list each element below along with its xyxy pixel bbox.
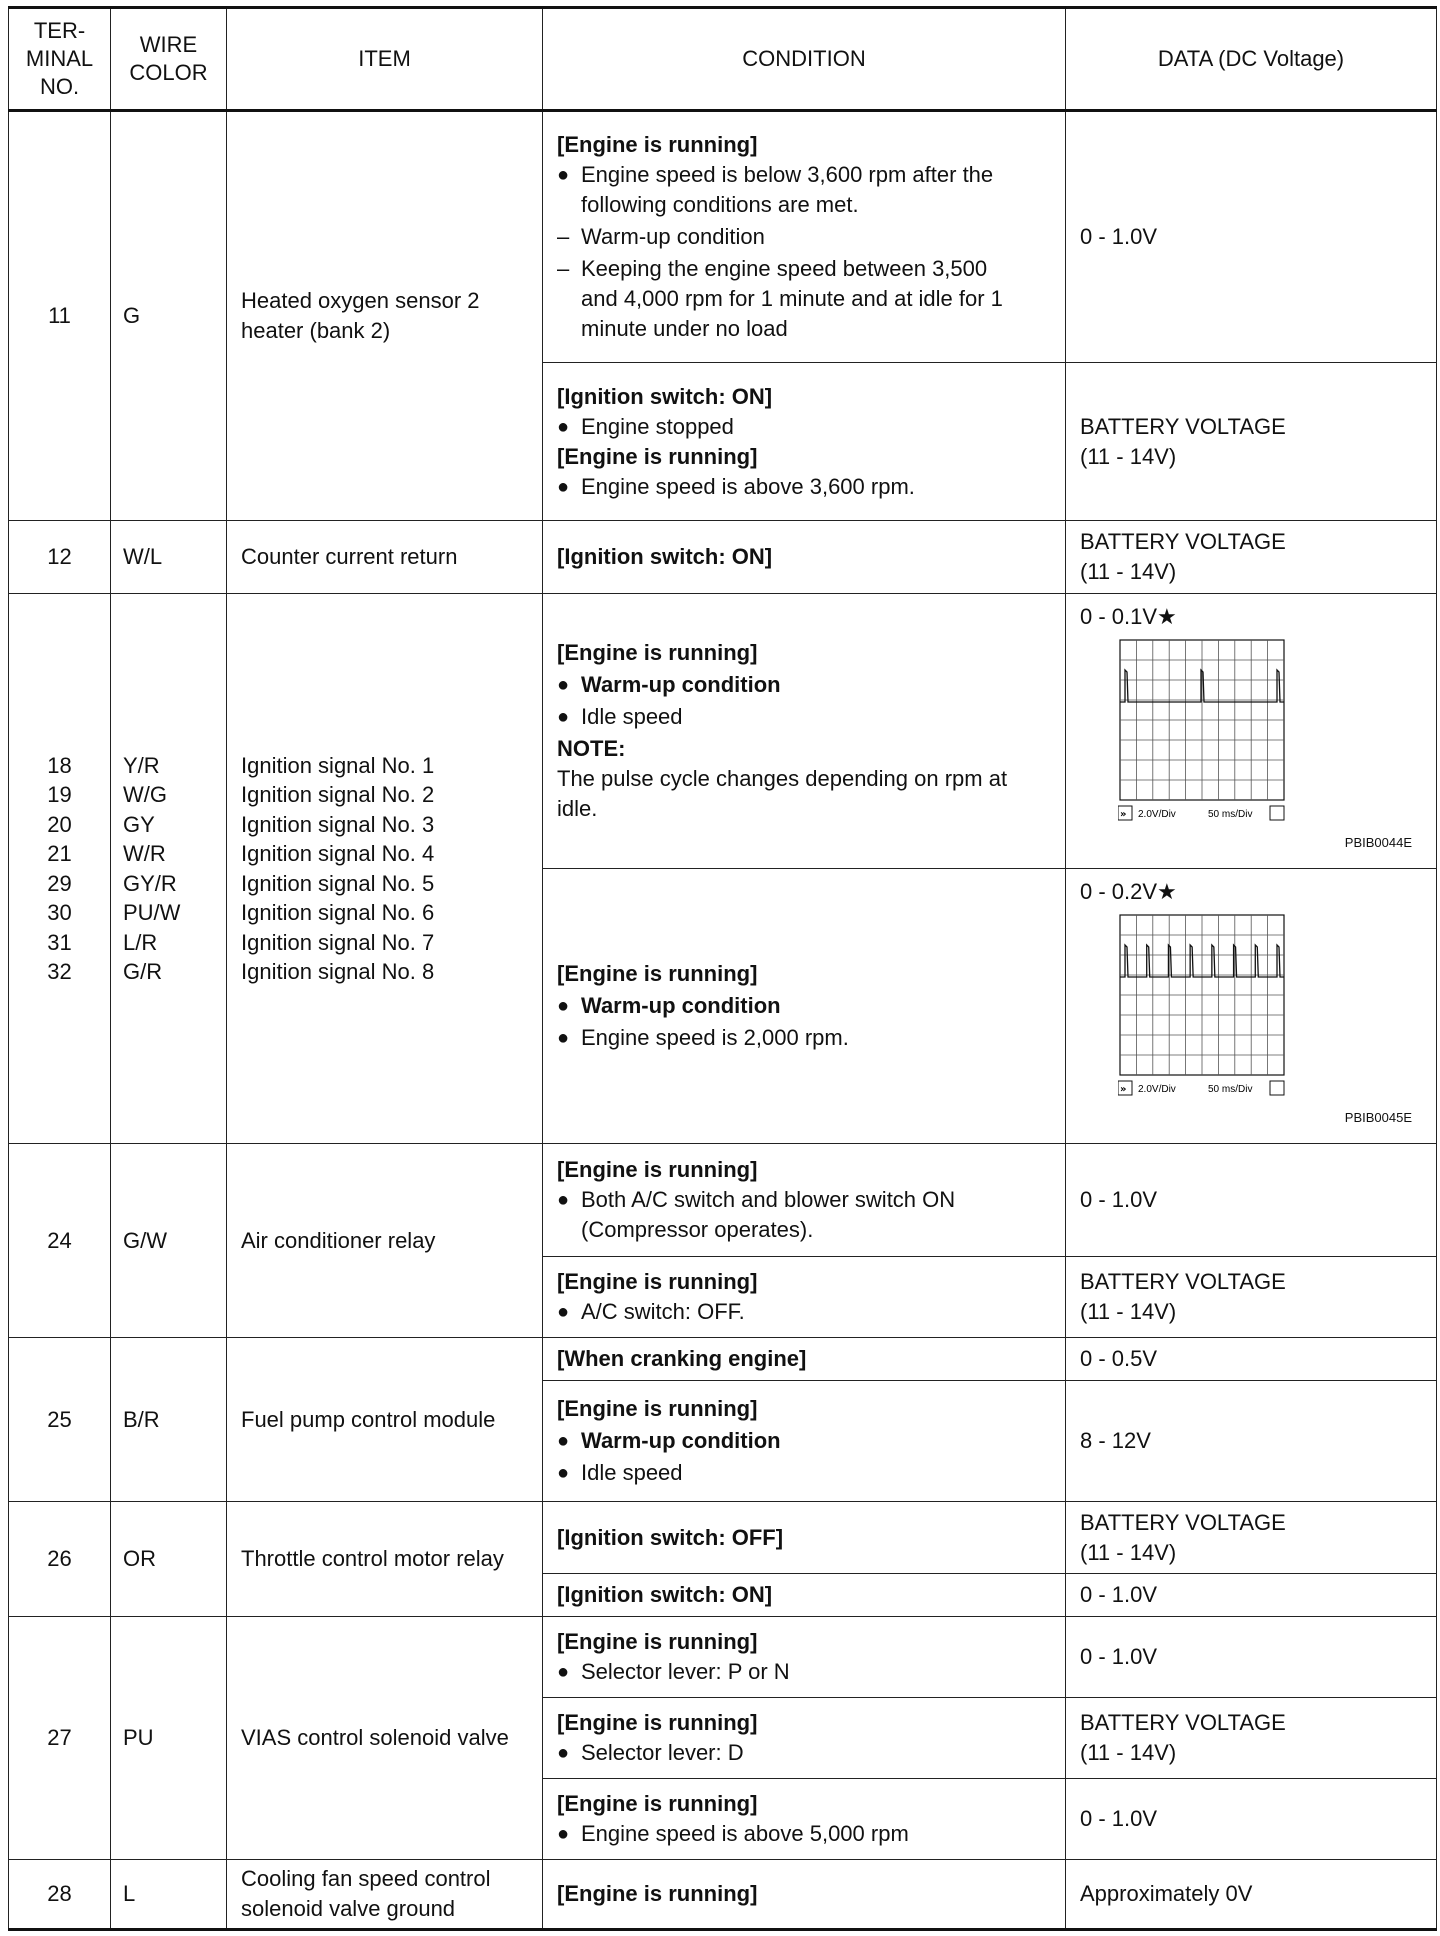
table-row [9,1617,1437,1698]
data-cell: 8 - 12V [1066,1381,1437,1502]
item-cell [227,594,543,1144]
dash-icon: – [557,224,570,249]
condition-cell: [Ignition switch: ON] [543,521,1066,594]
data-value: 0 - 0.2V [1080,879,1158,904]
bullet-icon: ● [557,1823,570,1845]
wire-color-cell: OR [111,1502,227,1617]
bullet-icon: ● [557,475,570,498]
condition-bullet [557,160,1051,220]
item-line: solenoid valve ground [241,1896,456,1921]
data-line: BATTERY VOLTAGE [1080,1509,1286,1535]
condition-bullet [557,1023,1051,1053]
item-line: heater (bank 2) [241,318,391,343]
bullet-icon: ● [557,1661,570,1683]
data-line: BATTERY VOLTAGE [1080,1710,1286,1735]
condition-header: [Engine is running] [557,1791,758,1816]
condition-header: [Engine is running] [557,1629,758,1654]
star-icon: ★ [1157,879,1177,904]
condition-text: and 4,000 rpm for 1 minute and at idle for 1 [581,286,1003,311]
condition-text: A/C switch: OFF. [581,1299,745,1324]
data-cell: 0 - 1.0V [1066,1617,1437,1698]
data-cell: 0 - 1.0V [1066,111,1437,363]
header-wire-line: COLOR [129,60,208,85]
condition-cell [543,363,1066,521]
header-terminal-line: NO. [39,74,80,99]
item-line: Ignition signal No. 2 [241,782,435,807]
header-terminal-line: TER- [33,18,86,43]
item-line: Ignition signal No. 4 [241,841,435,866]
condition-text: Warm-up condition [581,993,781,1018]
item-line: Ignition signal No. 7 [241,929,435,955]
terminal-cell: 26 [9,1502,111,1617]
data-line: (11 - 14V) [1080,443,1177,469]
waveform-value [1080,602,1422,632]
oscilloscope-waveform-idle [1118,638,1286,822]
dash-icon: – [557,256,570,281]
data-line: (11 - 14V) [1080,559,1177,584]
item-line: Ignition signal No. 8 [241,959,435,984]
condition-bullet [557,1426,1051,1456]
condition-cell: [When cranking engine] [543,1338,1066,1381]
wire-color: PU/W [123,900,181,925]
wire-color-cell: L [111,1860,227,1930]
wire-color-cell: G/W [111,1144,227,1338]
condition-bullet [557,1738,1051,1768]
terminal-cell [9,594,111,1144]
wire-color-cell [111,594,227,1144]
condition-header: [Engine is running] [557,132,758,157]
oscilloscope-scale-bar [1118,1081,1284,1095]
data-line: (11 - 14V) [1080,1740,1177,1765]
item-cell: Air conditioner relay [227,1144,543,1338]
condition-bullet [557,702,1051,732]
item-line: Ignition signal No. 1 [241,752,435,778]
wire-color-cell: W/L [111,521,227,594]
condition-bullet [557,1185,1051,1245]
figure-code: PBIB0044E [1344,835,1412,850]
condition-cell: [Engine is running] [543,1860,1066,1930]
terminal-number: 21 [47,841,72,866]
condition-text: Engine speed is above 3,600 rpm. [581,473,915,499]
table-row [9,1860,1437,1930]
wire-color-cell: PU [111,1617,227,1860]
data-line: (11 - 14V) [1080,1539,1177,1565]
condition-dash-item [557,222,1051,252]
data-cell: 0 - 1.0V [1066,1779,1437,1860]
wire-color: W/G [123,782,167,807]
condition-text: Both A/C switch and blower switch ON [581,1187,956,1212]
item-cell: Throttle control motor relay [227,1502,543,1617]
condition-header: [Engine is running] [557,1269,758,1294]
condition-header: [Engine is running] [557,961,758,986]
data-line: BATTERY VOLTAGE [1080,529,1286,554]
condition-text: Engine stopped [581,413,734,439]
condition-header: [Ignition switch: ON] [557,383,773,409]
terminal-number: 32 [47,959,72,984]
condition-cell [543,594,1066,869]
oscilloscope-waveform-2000rpm [1118,913,1286,1097]
condition-cell [543,1144,1066,1257]
bullet-icon: ● [557,1462,570,1484]
terminal-number: 18 [47,752,72,778]
condition-cell [543,1381,1066,1502]
table-row [9,594,1437,869]
condition-text: Warm-up condition [581,224,765,249]
header-wire-line: WIRE [139,32,198,57]
item-line: Ignition signal No. 6 [241,900,435,925]
bullet-icon: ● [557,674,570,696]
condition-text: Warm-up condition [581,672,781,697]
condition-cell [543,111,1066,363]
condition-header: [Engine is running] [557,443,758,469]
data-cell: 0 - 1.0V [1066,1574,1437,1617]
condition-cell: [Ignition switch: ON] [543,1574,1066,1617]
condition-dash-item [557,254,1051,344]
condition-bullet [557,670,1051,700]
bullet-icon: ● [557,995,570,1017]
wire-color: GY [123,811,155,837]
table-row [9,521,1437,594]
condition-text: Idle speed [581,1460,683,1485]
condition-text: Idle speed [581,704,683,729]
wire-color: L/R [123,929,158,955]
terminal-cell: 12 [9,521,111,594]
condition-bullet [557,1297,1051,1327]
header-terminal [9,8,111,111]
header-item: ITEM [227,8,543,111]
data-cell [1066,594,1437,869]
condition-cell [543,1779,1066,1860]
condition-header: [Engine is running] [557,1710,758,1735]
bullet-icon: ● [557,164,570,186]
wire-color-cell: G [111,111,227,521]
oscilloscope-grid [1120,640,1284,800]
fast-forward-icon: » [1120,809,1127,820]
data-cell [1066,1698,1437,1779]
table-row [9,1338,1437,1381]
data-cell: 0 - 1.0V [1066,1144,1437,1257]
wire-color: W/R [123,841,166,866]
item-line: Ignition signal No. 3 [241,811,435,837]
terminal-cell: 24 [9,1144,111,1338]
data-line: (11 - 14V) [1080,1299,1177,1324]
condition-text: Warm-up condition [581,1428,781,1453]
wire-color: Y/R [123,752,160,778]
condition-bullet [557,1819,1051,1849]
condition-bullet [557,412,1051,442]
terminal-cell: 27 [9,1617,111,1860]
fast-forward-icon: » [1120,1084,1127,1095]
item-line: Heated oxygen sensor 2 [241,288,480,313]
item-cell [227,1860,543,1930]
oscilloscope-scale-bar [1118,806,1284,820]
note-label: NOTE: [557,736,626,761]
scale-end-box [1270,1081,1284,1095]
header-terminal-line: MINAL [25,46,94,71]
wire-color-cell: B/R [111,1338,227,1502]
table-row [9,1502,1437,1574]
data-cell [1066,1502,1437,1574]
scale-time: 50 ms/Div [1208,809,1253,820]
data-cell [1066,521,1437,594]
terminal-number: 19 [47,782,72,807]
terminal-number: 31 [47,929,72,955]
condition-text: minute under no load [581,316,788,341]
condition-text: Selector lever: P or N [581,1659,790,1684]
figure-code: PBIB0045E [1344,1110,1412,1125]
terminal-cell: 25 [9,1338,111,1502]
note-line: idle. [557,796,598,821]
condition-text: (Compressor operates). [581,1217,814,1242]
condition-cell [543,869,1066,1144]
table-row [9,111,1437,363]
condition-bullet [557,1458,1051,1488]
data-value: 0 - 0.1V [1080,604,1158,629]
bullet-icon: ● [557,415,570,438]
condition-text: Keeping the engine speed between 3,500 [581,256,988,281]
data-cell [1066,1257,1437,1338]
scale-voltage: 2.0V/Div [1138,809,1176,820]
data-cell: 0 - 0.5V [1066,1338,1437,1381]
condition-header: [Engine is running] [557,640,758,665]
oscilloscope-grid [1120,915,1284,1075]
data-cell [1066,869,1437,1144]
header-condition: CONDITION [543,8,1066,111]
note-line: The pulse cycle changes depending on rpm at [557,766,1008,791]
terminal-data-table [8,6,1437,1931]
bullet-icon: ● [557,706,570,728]
wire-color: G/R [123,959,163,984]
terminal-data-table-sheet [8,6,1436,1931]
condition-text: Selector lever: D [581,1740,744,1765]
bullet-icon: ● [557,1301,570,1323]
scale-time: 50 ms/Div [1208,1084,1253,1095]
item-cell [227,111,543,521]
condition-bullet [557,472,1051,502]
condition-bullet [557,1657,1051,1687]
condition-header: [Engine is running] [557,1157,758,1182]
header-row [9,8,1437,111]
bullet-icon: ● [557,1742,570,1764]
bullet-icon: ● [557,1430,570,1452]
condition-cell: [Ignition switch: OFF] [543,1502,1066,1574]
terminal-number: 30 [47,900,72,925]
condition-cell [543,1617,1066,1698]
scale-end-box [1270,806,1284,820]
star-icon: ★ [1157,604,1177,629]
condition-header: [Engine is running] [557,1396,758,1421]
item-line: Cooling fan speed control [241,1866,491,1891]
condition-text: Engine speed is below 3,600 rpm after the [581,162,994,187]
terminal-number: 29 [47,870,72,896]
bullet-icon: ● [557,1189,570,1211]
condition-cell [543,1257,1066,1338]
data-cell [1066,363,1437,521]
condition-bullet [557,991,1051,1021]
condition-text: Engine speed is 2,000 rpm. [581,1025,849,1050]
table-row [9,1144,1437,1257]
item-cell: Fuel pump control module [227,1338,543,1502]
condition-text: following conditions are met. [581,192,859,217]
bullet-icon: ● [557,1027,570,1049]
terminal-cell: 28 [9,1860,111,1930]
data-cell: Approximately 0V [1066,1860,1437,1930]
data-line: BATTERY VOLTAGE [1080,413,1286,439]
condition-cell [543,1698,1066,1779]
scale-voltage: 2.0V/Div [1138,1084,1176,1095]
note-text [557,764,1051,824]
item-line: Ignition signal No. 5 [241,870,435,896]
waveform-value [1080,877,1422,907]
terminal-number: 20 [47,811,72,837]
header-data: DATA (DC Voltage) [1066,8,1437,111]
item-cell: Counter current return [227,521,543,594]
header-wire-color [111,8,227,111]
condition-text: Engine speed is above 5,000 rpm [581,1821,909,1846]
data-line: BATTERY VOLTAGE [1080,1269,1286,1294]
terminal-cell: 11 [9,111,111,521]
item-cell: VIAS control solenoid valve [227,1617,543,1860]
wire-color: GY/R [123,870,177,896]
